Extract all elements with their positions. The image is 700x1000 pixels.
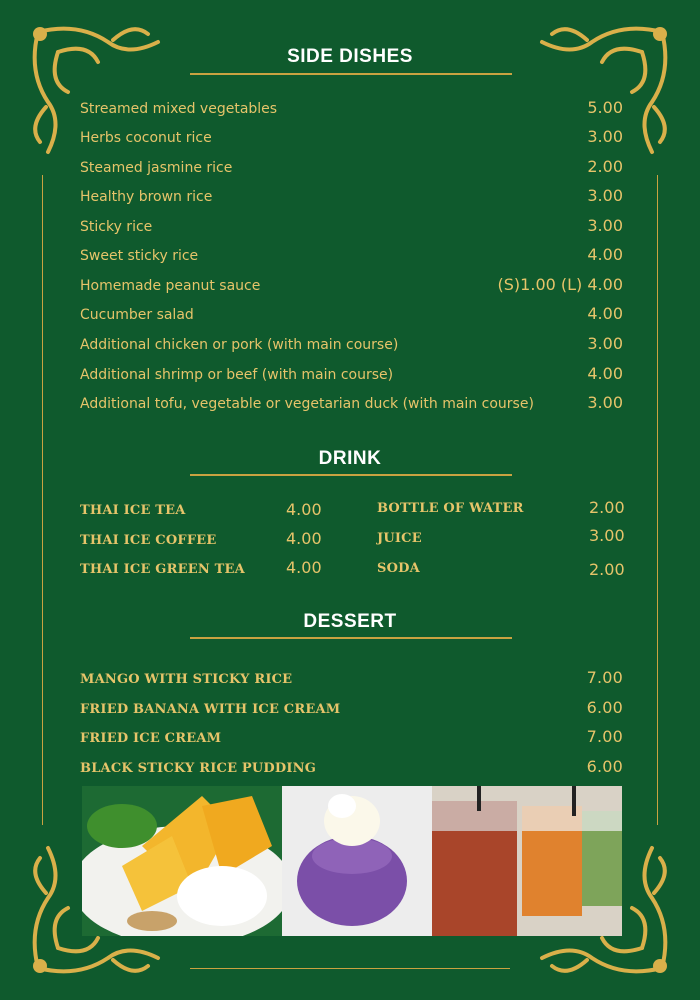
list-item [80,757,623,779]
item-name: Sticky rice [80,219,153,235]
list-item [80,275,623,297]
item-price: 7.00 [586,668,623,687]
item-price: 3.00 [587,334,623,353]
list-item [80,157,623,179]
list-item [80,98,623,120]
frame-left-line [42,175,43,825]
item-name: Homemade peanut sauce [80,278,261,294]
item-name: Additional tofu, vegetable or vegetarian duck (with main course) [80,396,534,412]
list-item [80,127,623,149]
list-item [80,727,623,749]
item-name: MANGO WITH STICKY RICE [80,672,293,687]
drink-name: THAI ICE COFFEE [80,533,217,548]
drink-price: 3.00 [589,526,625,545]
drink-title: DRINK [318,448,382,469]
item-price: 4.00 [587,245,623,264]
list-item [80,216,623,238]
drink-name: THAI ICE GREEN TEA [80,562,245,577]
item-price: 3.00 [587,127,623,146]
item-name: Herbs coconut rice [80,130,212,146]
item-price: 7.00 [586,727,623,746]
side-dishes-title: SIDE DISHES [287,46,413,67]
dessert-title: DESSERT [303,611,397,632]
drink-name: JUICE [377,531,422,546]
list-item [80,698,623,720]
item-price: 3.00 [587,393,623,412]
drink-name: THAI ICE TEA [80,503,186,518]
thai-iced-drinks-photo [432,786,622,936]
side-dishes-rule [190,73,512,75]
drink-price: 4.00 [286,558,322,577]
drink-rule [190,474,512,476]
item-price: 4.00 [587,304,623,323]
drink-name: BOTTLE OF WATER [377,501,524,516]
frame-bottom-line [190,968,510,969]
list-item [80,245,623,267]
food-photo-strip [82,786,622,936]
list-item [80,304,623,326]
frame-right-line [657,175,658,825]
list-item [80,393,623,415]
list-item [80,364,623,386]
item-name: Steamed jasmine rice [80,160,233,176]
item-price: 6.00 [586,698,623,717]
item-price: 3.00 [587,186,623,205]
mango-sticky-rice-photo [82,786,292,936]
drink-name: SODA [377,561,420,576]
item-name: Streamed mixed vegetables [80,101,278,117]
list-item [80,668,623,690]
item-price: 2.00 [587,157,623,176]
item-name: FRIED BANANA WITH ICE CREAM [80,702,341,717]
list-item [80,334,623,356]
item-price: 4.00 [587,364,623,383]
drink-price: 2.00 [589,560,625,579]
drink-price: 4.00 [286,500,322,519]
ice-cream-photo [282,786,432,936]
drink-price: 2.00 [589,498,625,517]
item-name: Additional shrimp or beef (with main course) [80,367,394,383]
item-name: Cucumber salad [80,307,194,323]
item-price: 3.00 [587,216,623,235]
item-price: (S)1.00 (L) 4.00 [497,275,623,294]
item-price: 6.00 [586,757,623,776]
item-name: BLACK STICKY RICE PUDDING [80,761,317,776]
item-name: FRIED ICE CREAM [80,731,222,746]
drink-price: 4.00 [286,529,322,548]
list-item [80,186,623,208]
item-name: Additional chicken or pork (with main course) [80,337,399,353]
dessert-rule [190,637,512,639]
item-name: Healthy brown rice [80,189,213,205]
item-price: 5.00 [587,98,623,117]
item-name: Sweet sticky rice [80,248,199,264]
